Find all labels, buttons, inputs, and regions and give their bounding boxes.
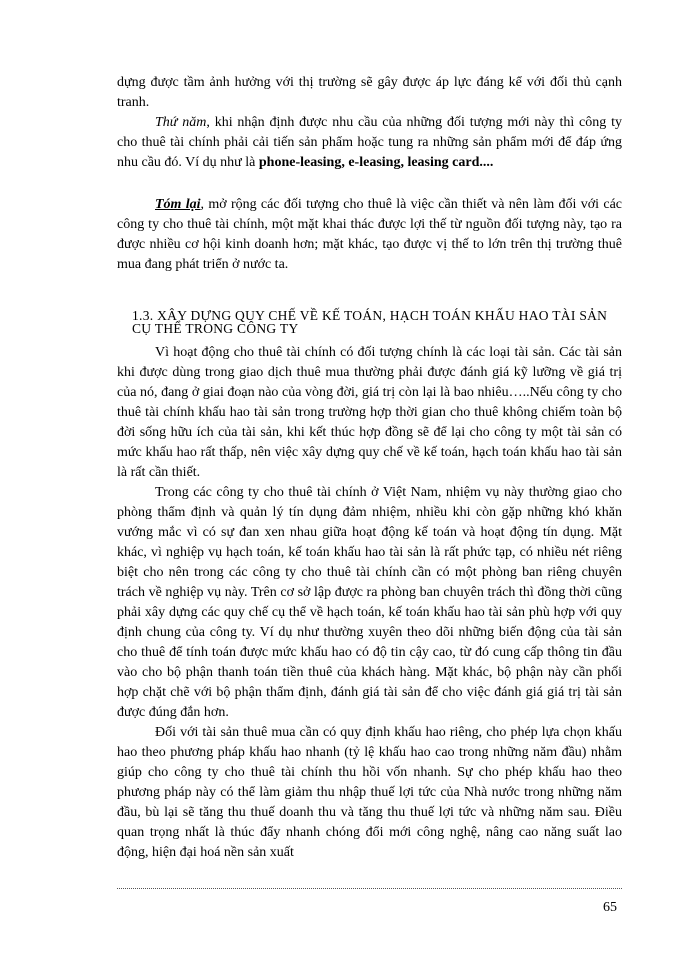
section-heading: 1.3. XÂY DỰNG QUY CHẾ VỀ KẾ TOÁN, HẠCH TOÁN KHẤU HAO TÀI SẢN CỤ THỂ TRONG CÔNG TY — [132, 308, 608, 336]
footer-rule — [117, 888, 622, 889]
lead-thu-nam: Thứ năm — [155, 115, 207, 130]
page-number: 65 — [603, 900, 617, 915]
bold-examples: phone-leasing, e-leasing, leasing card.... — [258, 155, 494, 170]
paragraph-thu-nam — [117, 113, 622, 173]
paragraph-text: , mở rộng các đối tượng cho thuê là việc cần thiết và nên làm đối với các công ty cho thuê tài chính, một mặt khai thác được lợi thế từ nguồn đối tượng này, tạo ra được nhiều cơ hội kinh doanh hơn; mặt khác, tạo được vị thế to lớn trên thị trường thuê mua đang phát triển ở nước ta. — [117, 197, 622, 272]
paragraph-text: , khi nhận định được nhu cầu của những đối tượng mới này thì công ty cho thuê tài chính phải cải tiến sản phẩm hoặc tung ra những sản phẩm mới để đáp ứng nhu cầu đó. Ví dụ như là — [117, 115, 622, 170]
lead-tom-lai: Tóm lại — [155, 197, 201, 212]
paragraph-tom-lai — [117, 195, 622, 275]
body-paragraph-3: Đối với tài sản thuê mua cần có quy định khấu hao riêng, cho phép lựa chọn khấu hao theo phương pháp khấu hao nhanh (tỷ lệ khấu hao cao trong những năm đầu) nhằm giúp cho công ty cho thuê tài chính thu hồi vốn nhanh. Sự cho phép khấu hao theo phương pháp này có thể làm giảm thu nhập thuế lợi tức của Nhà nước trong những năm đầu, bù lại sẽ tăng thu thuế doanh thu và tăng thu thuế lợi tức và những năm sau. Điều quan trọng nhất là thúc đẩy nhanh chóng đổi mới công nghệ, nâng cao năng suất lao động, hiện đại hoá nền sản xuất — [117, 725, 622, 860]
paragraph-continuation: dựng được tầm ảnh hưởng với thị trường sẽ gây được áp lực đáng kể với đối thủ cạnh tranh. — [117, 75, 622, 110]
body-paragraph-2: Trong các công ty cho thuê tài chính ở Việt Nam, nhiệm vụ này thường giao cho phòng thẩm định và quản lý tín dụng đảm nhiệm, nhiều khi còn gặp những khó khăn vướng mắc vì có sự đan xen nhau giữa hoạt động kế toán và hoạt động tín dụng. Mặt khác, vì nghiệp vụ hạch toán, kế toán khấu hao tài sản là rất phức tạp, có nhiều nét riêng biệt cho nên trong các công ty cho thuê tài chính cần có một phòng ban riêng chuyên trách về nghiệp vụ này. Trên cơ sở lập được ra phòng ban chuyên trách thì đồng thời cũng phải xây dựng các quy chế cụ thể về hạch toán, kế toán khấu hao tài sản phù hợp với quy định chung của công ty. Ví dụ như thường xuyên theo dõi những biến động của tài sản cho thuê để tính toán được mức khấu hao có độ tin cậy cao, từ đó cung cấp thông tin đầu vào cho bộ phận thanh toán tiền thuê của khách hàng. Mặt khác, bộ phận này cần phối hợp chặt chẽ với bộ phận thẩm định, đánh giá tài sản để cho việc đánh giá giá trị tài sản được đúng đắn hơn. — [117, 485, 622, 720]
body-paragraph-1: Vì hoạt động cho thuê tài chính có đối tượng chính là các loại tài sản. Các tài sản khi được dùng trong giao dịch thuê mua thường phải được đánh giá kỹ lưỡng về giá trị của nó, đang ở giai đoạn nào của vòng đời, giá trị còn lại là bao nhiêu…..Nếu công ty cho thuê tài chính khấu hao tài sản trong trường hợp thời gian cho thuê không chiếm toàn bộ đời sống hữu ích của tài sản, khi kết thúc hợp đồng sẽ để lại cho công ty một tài sản có mức khấu hao rất thấp, nên việc xây dựng quy chế về kế toán, hạch toán khấu hao tài sản là rất cần thiết. — [117, 345, 622, 480]
body-text-block — [117, 343, 622, 863]
top-text-block — [117, 73, 622, 275]
